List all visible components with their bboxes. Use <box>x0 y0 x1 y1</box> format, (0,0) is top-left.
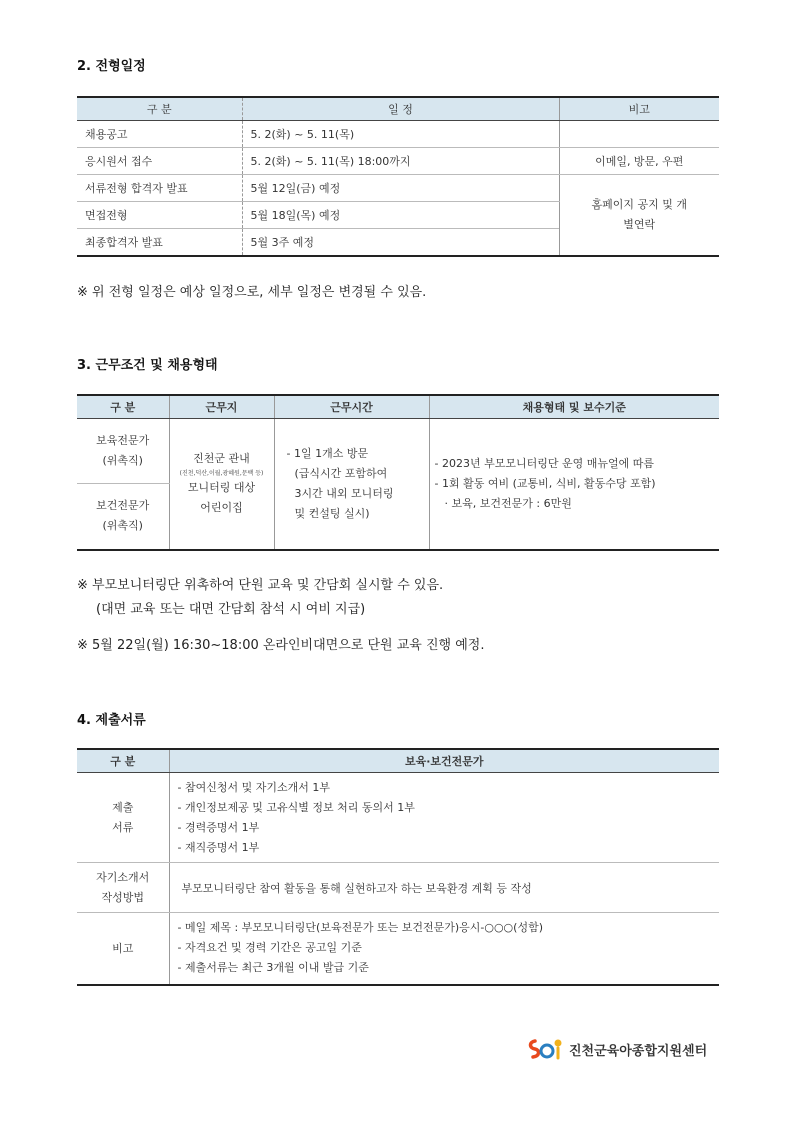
header-note: 비고 <box>559 97 719 121</box>
header-pay: 채용형태 및 보수기준 <box>429 395 719 419</box>
table-row <box>77 121 719 148</box>
remark-list <box>169 913 719 985</box>
row-label: 서류전형 합격자 발표 <box>77 175 242 202</box>
table-row <box>77 419 719 484</box>
table-row <box>77 773 719 863</box>
intro-label <box>77 863 169 913</box>
header-category: 구 분 <box>77 97 242 121</box>
row-note: 홈페이지 공지 및 개별연락 <box>559 175 719 256</box>
conditions-table <box>77 394 719 551</box>
table-row <box>77 148 719 175</box>
schedule-footnote: ※ 위 전형 일정은 예상 일정으로, 세부 일정은 변경될 수 있음. <box>77 285 427 300</box>
conditions-note-1b: (대면 교육 또는 대면 간담회 참석 시 여비 지급) <box>96 602 366 617</box>
workplace-cell <box>169 419 274 550</box>
header-experts: 보육·보건전문가 <box>169 749 719 773</box>
schedule-table <box>77 96 719 257</box>
table-header <box>77 97 719 121</box>
logo-icon <box>527 1037 565 1061</box>
label-line: 작성방법 <box>101 890 144 904</box>
header-category: 구 분 <box>77 749 169 773</box>
hours-line: 및 컨설팅 실시) <box>294 506 370 520</box>
row-date: 5. 2(화) ~ 5. 11(목) <box>242 121 559 148</box>
row-date: 5월 12일(금) 예정 <box>242 175 559 202</box>
role-type: (위촉직) <box>102 519 143 533</box>
hours-line: - 1일 1개소 방문 <box>286 446 369 460</box>
list-item: - 메일 제목 : 부모모니터링단(보육전문가 또는 보건전문가)응시-○○○(성함) <box>177 921 543 935</box>
pay-cell <box>429 419 719 550</box>
row-date: 5. 2(화) ~ 5. 11(목) 18:00까지 <box>242 148 559 175</box>
workplace-target-2: 어린이집 <box>200 501 243 515</box>
org-name: 진천군육아종합지원센터 <box>569 1043 708 1059</box>
role-type: (위촉직) <box>102 454 143 467</box>
workplace-area: 진천군 관내 <box>193 452 250 466</box>
hours-line: 3시간 내외 모니터링 <box>294 486 394 500</box>
header-hours: 근무시간 <box>274 395 429 419</box>
section-3-title: 3. 근무조건 및 채용형태 <box>77 358 218 373</box>
pay-line: - 1회 활동 여비 (교통비, 식비, 활동수당 포함) <box>434 476 656 490</box>
row-note: 이메일, 방문, 우편 <box>559 148 719 175</box>
table-row <box>77 175 719 202</box>
label-line: 자기소개서 <box>96 870 150 884</box>
role-childcare <box>77 419 169 484</box>
intro-text: 부모모니터링단 참여 활동을 통해 실현하고자 하는 보육환경 계획 등 작성 <box>169 863 719 913</box>
table-row <box>77 863 719 913</box>
conditions-note-2: ※ 5월 22일(월) 16:30~18:00 온라인비대면으로 단원 교육 진행 예정. <box>77 638 485 653</box>
docs-label <box>77 773 169 863</box>
section-4-title: 4. 제출서류 <box>77 713 146 728</box>
header-category: 구 분 <box>77 395 169 419</box>
table-header <box>77 395 719 419</box>
row-label: 최종합격자 발표 <box>77 229 242 256</box>
table-row <box>77 913 719 985</box>
hours-line: (급식시간 포함하여 <box>294 466 388 480</box>
workplace-target: 모니터링 대상 <box>187 481 256 495</box>
docs-list <box>169 773 719 863</box>
conditions-note-1: ※ 부모보니터링단 위촉하여 단원 교육 및 간담회 실시할 수 있음. <box>77 578 444 593</box>
list-item: - 재직증명서 1부 <box>177 840 260 854</box>
list-item: - 자격요건 및 경력 기간은 공고일 기준 <box>177 941 362 955</box>
label-line: 제출 <box>112 800 134 814</box>
row-date: 5월 3주 예정 <box>242 229 559 256</box>
section-2-title: 2. 전형일정 <box>77 59 146 74</box>
list-item: - 참여신청서 및 자기소개서 1부 <box>177 780 330 794</box>
list-item: - 경력증명서 1부 <box>177 820 260 834</box>
label-line: 서류 <box>112 820 134 834</box>
pay-line: · 보육, 보건전문가 : 6만원 <box>444 496 572 510</box>
list-item: - 개인정보제공 및 고유식별 정보 처리 동의서 1부 <box>177 800 415 814</box>
pay-line: - 2023년 부모모니터링단 운영 매뉴얼에 따름 <box>434 456 654 470</box>
header-schedule: 일 정 <box>242 97 559 121</box>
role-name: 보건전문가 <box>96 499 150 513</box>
row-label: 면접전형 <box>77 202 242 229</box>
workplace-towns: (진천,덕산,이월,광혜원,문백 등) <box>179 470 264 478</box>
hours-cell <box>274 419 429 550</box>
remark-label: 비고 <box>77 913 169 985</box>
table-header <box>77 749 719 773</box>
role-health <box>77 484 169 550</box>
documents-table <box>77 748 719 986</box>
row-label: 응시원서 접수 <box>77 148 242 175</box>
role-name: 보육전문가 <box>96 434 150 447</box>
list-item: - 제출서류는 최근 3개월 이내 발급 기준 <box>177 961 369 975</box>
row-label: 채용공고 <box>77 121 242 148</box>
org-logo <box>527 1037 707 1061</box>
header-workplace: 근무지 <box>169 395 274 419</box>
row-date: 5월 18일(목) 예정 <box>242 202 559 229</box>
row-note <box>559 121 719 148</box>
